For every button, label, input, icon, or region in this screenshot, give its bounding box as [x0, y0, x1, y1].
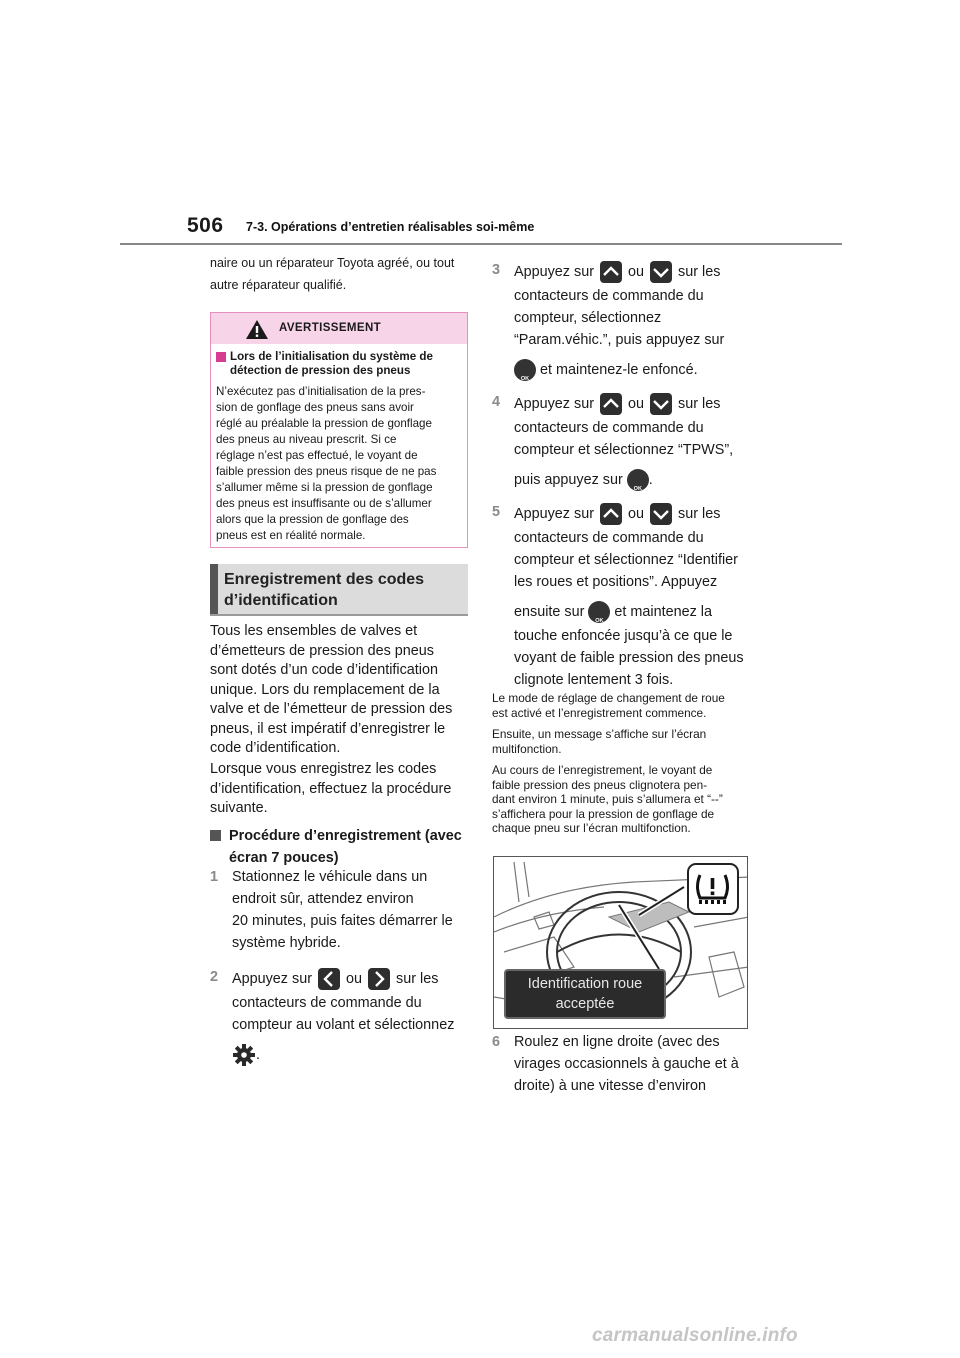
step-text: ou — [346, 971, 363, 987]
step-text: ou — [628, 264, 645, 280]
step-line: contacteurs de commande du — [514, 420, 704, 436]
step-line: les roues et positions”. Appuyez — [514, 574, 718, 590]
step-number: 6 — [492, 1034, 501, 1050]
step-line: compteur, sélectionnez — [514, 310, 662, 326]
step-6 — [492, 1031, 757, 1097]
note-line: dant environ 1 minute, puis s’allumera et “--” — [492, 792, 723, 806]
step-text: . — [648, 472, 653, 488]
procedure-heading — [210, 825, 470, 869]
step-line: voyant de faible pression des pneus — [514, 650, 744, 666]
warning-line: pneus est en réalité normale. — [216, 529, 366, 542]
note-2 — [492, 727, 752, 756]
gear-icon — [232, 1043, 256, 1067]
warning-line: sion de gonflage des pneus sans avoir — [216, 401, 414, 414]
watermark: carmanualsonline.info — [592, 1325, 798, 1346]
step-line: compteur au volant et sélectionnez — [232, 1017, 455, 1033]
para-line: suivante. — [210, 800, 268, 816]
intro-text — [210, 252, 480, 296]
para-line: unique. Lors du remplacement de la — [210, 681, 440, 698]
step-5 — [492, 501, 757, 691]
step-number: 2 — [210, 969, 219, 985]
heading-bar — [210, 564, 218, 614]
step-number: 4 — [492, 394, 501, 410]
square-bullet-icon — [216, 352, 226, 362]
procedure-line-2: écran 7 pouces) — [229, 850, 339, 866]
warning-line: réglé au préalable la pression de gonflage — [216, 417, 432, 430]
chevron-right-icon — [368, 968, 390, 990]
warning-header — [211, 313, 467, 344]
header-divider — [120, 243, 842, 245]
step-2 — [210, 966, 475, 1068]
step-line: contacteurs de commande du — [232, 995, 422, 1011]
note-line: Le mode de réglage de changement de roue — [492, 691, 725, 705]
step-line: système hybride. — [232, 935, 341, 951]
step-line: endroit sûr, attendez environ — [232, 891, 414, 907]
para-line: d’émetteurs de pression des pneus — [210, 642, 434, 659]
chevron-down-icon — [650, 393, 672, 415]
step-line: Stationnez le véhicule dans un — [232, 869, 428, 885]
chevron-up-icon — [600, 393, 622, 415]
warning-line: réglage n’est pas effectué, le voyant de — [216, 449, 418, 462]
step-line: contacteurs de commande du — [514, 530, 704, 546]
step-line: touche enfoncée jusqu’à ce que le — [514, 628, 733, 644]
para-line: code d’identification. — [210, 740, 341, 756]
ok-button-icon: OK — [588, 601, 610, 623]
note-line: multifonction. — [492, 741, 562, 756]
note-line: Au cours de l’enregistrement, le voyant de — [492, 763, 713, 777]
procedure-line-1: Procédure d’enregistrement (avec — [229, 828, 462, 844]
intro-line-1: naire ou un réparateur Toyota agréé, ou tout — [210, 256, 455, 270]
chevron-up-icon — [600, 261, 622, 283]
step-text: Appuyez sur — [514, 506, 594, 522]
step-text: et maintenez la — [614, 604, 712, 620]
step-line: virages occasionnels à gauche et à — [514, 1056, 739, 1072]
chevron-down-icon — [650, 503, 672, 525]
step-text: ensuite sur — [514, 604, 585, 620]
step-number: 5 — [492, 504, 501, 520]
warning-line: N’exécutez pas d’initialisation de la pres- — [216, 385, 426, 398]
intro-line-2: autre réparateur qualifié. — [210, 278, 347, 292]
warning-line: faible pression des pneus risque de ne pas — [216, 465, 437, 478]
section-heading — [210, 564, 468, 616]
step-text: ou — [628, 396, 645, 412]
note-line: chaque pneu sur l’écran multifonction. — [492, 821, 691, 835]
step-line: 20 minutes, puis faites démarrer le — [232, 913, 453, 929]
note-line: est activé et l’enregistrement commence. — [492, 705, 707, 720]
tire-pressure-warning-icon — [687, 863, 739, 915]
ok-button-icon: OK — [514, 359, 536, 381]
warning-box — [210, 312, 468, 548]
warning-title: AVERTISSEMENT — [279, 322, 382, 334]
step-text: sur les — [678, 506, 721, 522]
note-line: Ensuite, un message s’affiche sur l’écran — [492, 727, 707, 741]
display-message-line-2: acceptée — [555, 996, 615, 1012]
note-1 — [492, 691, 752, 720]
page-number: 506 — [187, 214, 224, 237]
step-line: compteur et sélectionnez “Identifier — [514, 552, 738, 568]
step-line: “Param.véhic.”, puis appuyez sur — [514, 332, 725, 348]
warning-line: s’allumer même si la pression de gonflage — [216, 481, 433, 494]
heading-line-2: d’identification — [224, 592, 338, 609]
step-text: sur les — [678, 264, 721, 280]
note-line: s’affichera pour la pression de gonflage de — [492, 806, 715, 821]
step-line: clignote lentement 3 fois. — [514, 672, 674, 688]
para-line: d’identification, effectuez la procédure — [210, 780, 452, 797]
para-line: Tous les ensembles de valves et — [210, 623, 418, 639]
step-line: droite) à une vitesse d’environ — [514, 1078, 706, 1094]
heading-line-1: Enregistrement des codes — [224, 571, 425, 588]
note-3 — [492, 763, 757, 836]
step-text: Appuyez sur — [232, 971, 312, 987]
step-line: compteur et sélectionnez “TPWS”, — [514, 442, 734, 458]
paragraph-2 — [210, 760, 475, 819]
step-number: 3 — [492, 262, 501, 278]
warning-subtitle-line-1: Lors de l’initialisation du système de — [230, 350, 433, 363]
step-line: contacteurs de commande du — [514, 288, 704, 304]
para-line: valve et de l’émetteur de pression des — [210, 701, 453, 717]
step-1 — [210, 866, 470, 954]
display-message-line-1: Identification roue — [527, 976, 643, 992]
step-4 — [492, 391, 757, 493]
step-text: Appuyez sur — [514, 264, 594, 280]
warning-text — [216, 384, 462, 544]
step-text: sur les — [678, 396, 721, 412]
para-line: sont dotés d’un code d’identification — [210, 662, 439, 678]
warning-triangle-icon — [245, 319, 269, 340]
note-line: faible pression des pneus clignotera pen- — [492, 777, 708, 792]
step-number: 1 — [210, 869, 219, 885]
square-bullet-icon — [210, 830, 221, 841]
step-text: puis appuyez sur — [514, 472, 623, 488]
step-text: . — [256, 1047, 260, 1063]
chevron-left-icon — [318, 968, 340, 990]
warning-line: des pneus est insuffisante ou de s’allumer — [216, 497, 432, 510]
dashboard-illustration — [493, 856, 748, 1029]
paragraph-1 — [210, 622, 475, 759]
para-line: Lorsque vous enregistrez les codes — [210, 761, 437, 777]
step-text: Appuyez sur — [514, 396, 594, 412]
section-title: 7-3. Opérations d’entretien réalisables soi-même — [246, 220, 535, 234]
step-3 — [492, 259, 757, 383]
para-line: pneus, il est impératif d’enregistrer le — [210, 720, 446, 737]
warning-subtitle — [216, 350, 462, 378]
chevron-up-icon — [600, 503, 622, 525]
step-text: sur les — [396, 971, 439, 987]
warning-subtitle-line-2: détection de pression des pneus — [230, 364, 411, 377]
step-text: ou — [628, 506, 645, 522]
ok-button-icon: OK — [627, 469, 649, 491]
display-message — [504, 969, 666, 1019]
warning-line: alors que la pression de gonflage des — [216, 513, 409, 526]
step-text: et maintenez-le enfoncé. — [540, 362, 698, 378]
step-line: Roulez en ligne droite (avec des — [514, 1034, 720, 1050]
warning-line: des pneus au niveau prescrit. Si ce — [216, 433, 397, 446]
chevron-down-icon — [650, 261, 672, 283]
